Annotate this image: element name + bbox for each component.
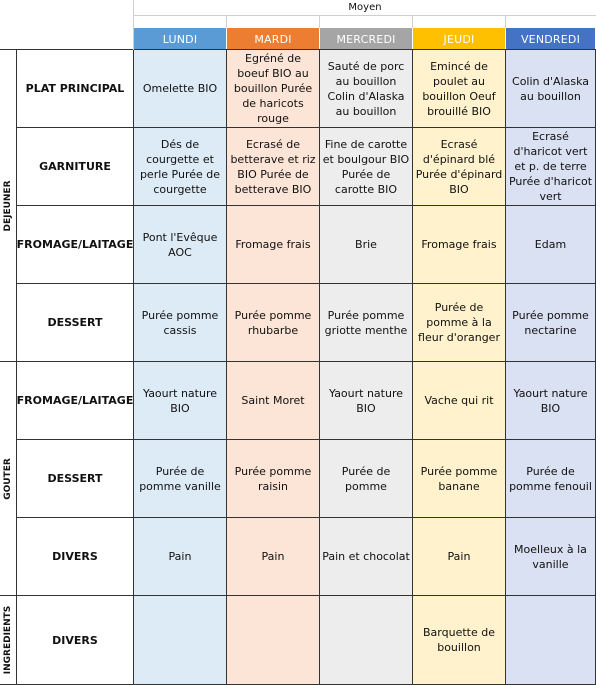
menu-cell: Dés de courgette et perle Purée de courgette: [134, 128, 227, 206]
menu-cell: [227, 596, 320, 685]
menu-cell: Edam: [506, 206, 596, 284]
menu-cell: [320, 596, 413, 685]
menu-cell: Emincé de poulet au bouillon Oeuf brouillé BIO: [413, 50, 506, 128]
menu-cell: Ecrasé d'épinard blé Purée d'épinard BIO: [413, 128, 506, 206]
day-header-0: LUNDI: [134, 28, 227, 50]
menu-cell: Pain: [413, 518, 506, 596]
row-label: GARNITURE: [17, 128, 134, 206]
menu-cell: Saint Moret: [227, 362, 320, 440]
section-label: INGREDIENTS: [3, 605, 13, 675]
menu-cell: Purée pomme raisin: [227, 440, 320, 518]
section-label: DEJEUNER: [3, 179, 13, 232]
day-header-4: VENDREDI: [506, 28, 596, 50]
table-top-border: [0, 49, 596, 50]
menu-cell: Fromage frais: [227, 206, 320, 284]
header-col-divider: [226, 16, 227, 28]
day-header-1: MARDI: [227, 28, 320, 50]
menu-cell: Pont l'Evêque AOC: [134, 206, 227, 284]
header-col-divider: [412, 16, 413, 28]
menu-cell: Barquette de bouillon: [413, 596, 506, 685]
menu-cell: Purée pomme nectarine: [506, 284, 596, 362]
menu-cell: Vache qui rit: [413, 362, 506, 440]
day-header-3: JEUDI: [413, 28, 506, 50]
menu-cell: Purée de pomme: [320, 440, 413, 518]
menu-cell: Moelleux à la vanille: [506, 518, 596, 596]
sheet-title: Moyen: [134, 0, 596, 16]
section-dejeuner: [0, 50, 17, 362]
row-label: DESSERT: [17, 440, 134, 518]
menu-cell: Fromage frais: [413, 206, 506, 284]
menu-cell: Pain et chocolat: [320, 518, 413, 596]
menu-cell: Purée pomme griotte menthe: [320, 284, 413, 362]
menu-cell: Purée pomme cassis: [134, 284, 227, 362]
menu-cell: Colin d'Alaska au bouillon: [506, 50, 596, 128]
menu-cell: [134, 596, 227, 685]
row-label: FROMAGE/LAITAGE: [17, 362, 134, 440]
menu-cell: Purée de pomme vanille: [134, 440, 227, 518]
menu-cell: Pain: [134, 518, 227, 596]
menu-cell: Yaourt nature BIO: [506, 362, 596, 440]
menu-cell: Fine de carotte et boulgour BIO Purée de carotte BIO: [320, 128, 413, 206]
row-label: PLAT PRINCIPAL: [17, 50, 134, 128]
header-col-divider: [319, 16, 320, 28]
row-label: DIVERS: [17, 518, 134, 596]
menu-cell: Pain: [227, 518, 320, 596]
header-col-divider: [505, 16, 506, 28]
empty-spacer-row: [134, 16, 596, 28]
day-header-2: MERCREDI: [320, 28, 413, 50]
section-gouter: [0, 362, 17, 596]
row-label: FROMAGE/LAITAGE: [17, 206, 134, 284]
menu-cell: Ecrasé d'haricot vert et p. de terre Purée d'haricot vert: [506, 128, 596, 206]
header-divider: [133, 0, 134, 50]
menu-cell: Ecrasé de betterave et riz BIO Purée de betterave BIO: [227, 128, 320, 206]
menu-cell: Sauté de porc au bouillon Colin d'Alaska au bouillon: [320, 50, 413, 128]
menu-cell: Yaourt nature BIO: [134, 362, 227, 440]
menu-cell: [506, 596, 596, 685]
menu-cell: Purée de pomme à la fleur d'oranger: [413, 284, 506, 362]
menu-cell: Brie: [320, 206, 413, 284]
menu-cell: Purée pomme banane: [413, 440, 506, 518]
menu-cell: Egréné de boeuf BIO au bouillon Purée de haricots rouge: [227, 50, 320, 128]
menu-cell: Omelette BIO: [134, 50, 227, 128]
row-label: DIVERS: [17, 596, 134, 685]
section-label: GOUTER: [3, 457, 13, 500]
menu-cell: Purée de pomme fenouil: [506, 440, 596, 518]
menu-cell: Yaourt nature BIO: [320, 362, 413, 440]
section-ingredients: [0, 596, 17, 685]
menu-cell: Purée pomme rhubarbe: [227, 284, 320, 362]
row-label: DESSERT: [17, 284, 134, 362]
